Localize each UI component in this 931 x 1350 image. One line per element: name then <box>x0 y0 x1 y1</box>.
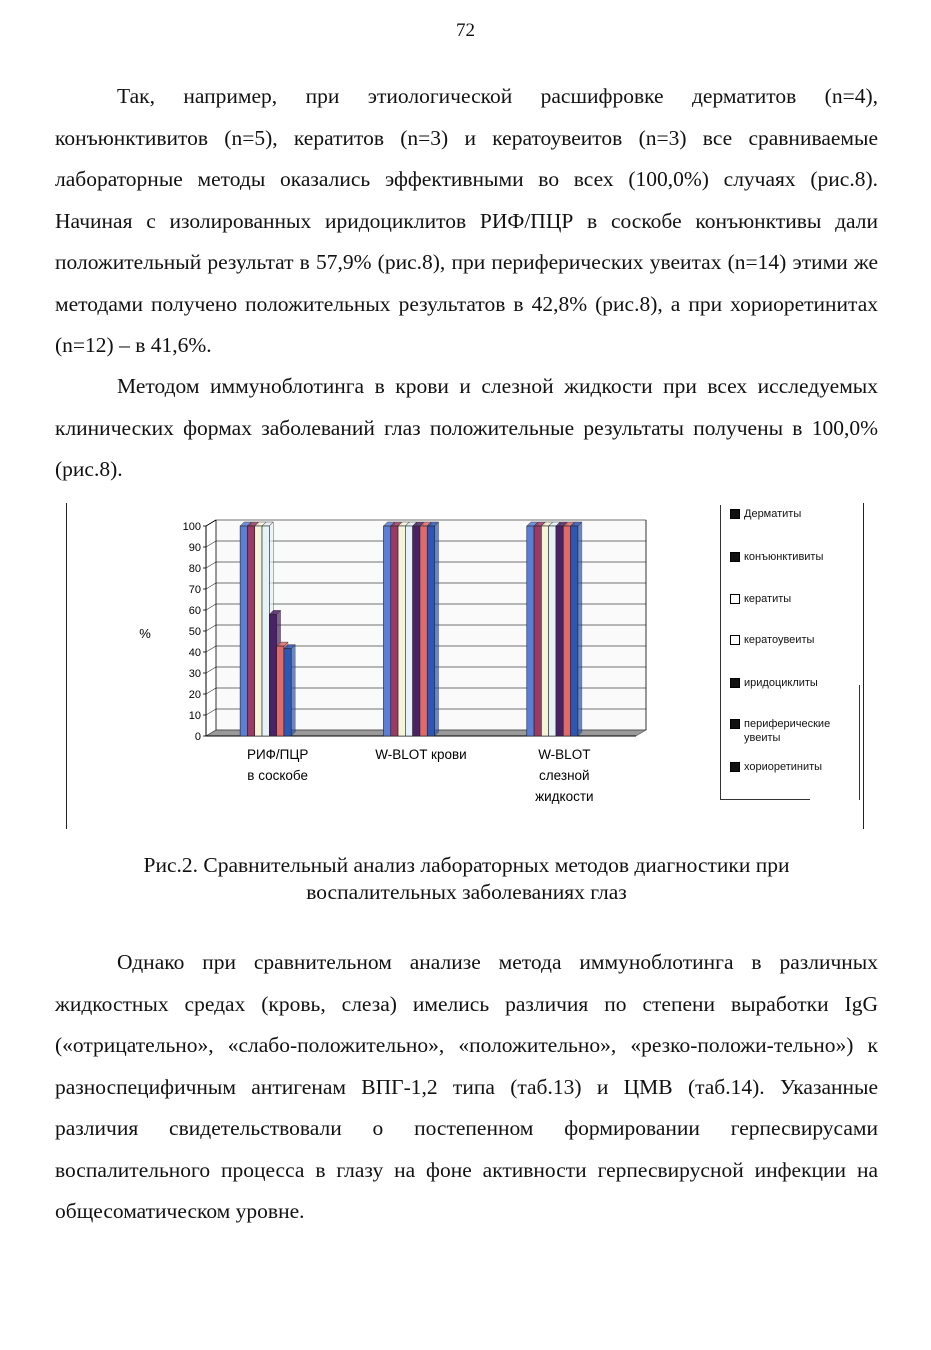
x-tick-label: W-BLOT крови <box>375 747 467 762</box>
y-tick-label: 80 <box>188 563 201 575</box>
y-tick-label: 20 <box>188 689 201 701</box>
bar <box>391 526 398 736</box>
bar <box>247 526 254 736</box>
bar <box>527 526 534 736</box>
legend-swatch <box>730 762 740 772</box>
legend-swatch <box>730 635 740 645</box>
bar <box>534 526 541 736</box>
y-tick-label: 10 <box>188 710 201 722</box>
bar-side <box>578 522 582 736</box>
y-tick-label: 60 <box>188 605 201 617</box>
y-tick-label: 40 <box>188 647 201 659</box>
x-tick-label: РИФ/ПЦР <box>246 747 309 762</box>
bar <box>549 526 556 736</box>
paragraph-1: Так, например, при этиологической расшифровке дерматитов (n=4), конъюнктивитов (n=5), кератитов (n=3) и кератоувеитов (n=3) все сравниваемые лабораторные методы оказались эффективными во всех (100,0%) случаях (рис.8). Начиная с изолированных иридоциклитов РИФ/ПЦР в соскобе конъюнктивы дали положительный результат в 57,9% (рис.8), при периферических увеитах (n=14) этими же методами получено положительных результатов в 42,8% (рис.8), а при хориоретинитах (n=12) – в 41,6%. <box>55 84 878 357</box>
legend-item <box>730 550 858 564</box>
bar <box>284 649 291 736</box>
legend-item <box>730 717 858 745</box>
paragraph-2: Методом иммуноблотинга в крови и слезной жидкости при всех исследуемых клинических формах заболеваний глаз положительные результаты получены в 100,0% (рис.8). <box>55 374 878 481</box>
y-axis-top <box>206 520 216 526</box>
legend-item <box>730 760 858 774</box>
bar <box>420 526 427 736</box>
legend-label: конъюнктивиты <box>744 551 824 563</box>
legend-label: хориоретиниты <box>744 761 823 773</box>
legend-swatch <box>730 594 740 604</box>
legend-label: кератиты <box>744 593 792 605</box>
legend-label: периферические <box>744 718 831 730</box>
bar <box>541 526 548 736</box>
bar-side <box>291 645 295 736</box>
bar <box>269 614 276 736</box>
caption-line-2: воспалительных заболеваниях глаз <box>306 880 627 904</box>
legend-item <box>730 633 858 647</box>
y-tick-label: 50 <box>188 626 201 638</box>
figure-caption <box>55 852 878 906</box>
legend-swatch <box>730 509 740 519</box>
legend-label: иридоциклиты <box>744 677 818 689</box>
y-tick-label: 70 <box>188 584 201 596</box>
bar <box>556 526 563 736</box>
bar <box>277 646 284 736</box>
y-tick-label: 0 <box>194 731 201 743</box>
legend-item <box>730 507 858 521</box>
x-tick-label: слезной <box>539 768 590 783</box>
bar <box>383 526 390 736</box>
y-axis-label: % <box>139 626 151 641</box>
chart-legend <box>720 505 860 800</box>
legend-swatch <box>730 719 740 729</box>
bar <box>398 526 405 736</box>
bar <box>405 526 412 736</box>
page-number: 72 <box>456 20 475 41</box>
bar <box>563 526 570 736</box>
legend-label: кератоувеиты <box>744 634 815 646</box>
legend-item <box>730 592 858 606</box>
y-tick-label: 100 <box>182 521 201 533</box>
legend-swatch <box>730 552 740 562</box>
legend-label: увеиты <box>744 732 781 744</box>
bar <box>413 526 420 736</box>
legend-item <box>730 676 858 690</box>
bar-side <box>435 522 439 736</box>
y-tick-label: 30 <box>188 668 201 680</box>
x-tick-label: W-BLOT <box>538 747 591 762</box>
caption-line-1: Рис.2. Сравнительный анализ лабораторных методов диагностики при <box>143 853 790 877</box>
bar <box>255 526 262 736</box>
bar <box>427 526 434 736</box>
x-tick-label: жидкости <box>535 789 594 804</box>
legend-label: Дерматиты <box>744 508 802 520</box>
legend-swatch <box>730 678 740 688</box>
y-tick-label: 90 <box>188 542 201 554</box>
bar <box>262 526 269 736</box>
bar <box>571 526 578 736</box>
paragraph-3: Однако при сравнительном анализе метода иммуноблотинга в различных жидкостных средах (кровь, слеза) имелись различия по степени выработки IgG («отрицательно», «слабо-положительно», «положительно», «резко-положи-тельно») к разноспецифичным антигенам ВПГ-1,2 типа (таб.13) и ЦМВ (таб.14). Указанные различия свидетельствовали о постепенном формировании герпесвирусами воспалительного процесса в глазу на фоне активности герпесвирусной инфекции на общесоматическом уровне. <box>55 950 878 1223</box>
bar <box>240 526 247 736</box>
x-tick-label: в соскобе <box>247 768 309 783</box>
